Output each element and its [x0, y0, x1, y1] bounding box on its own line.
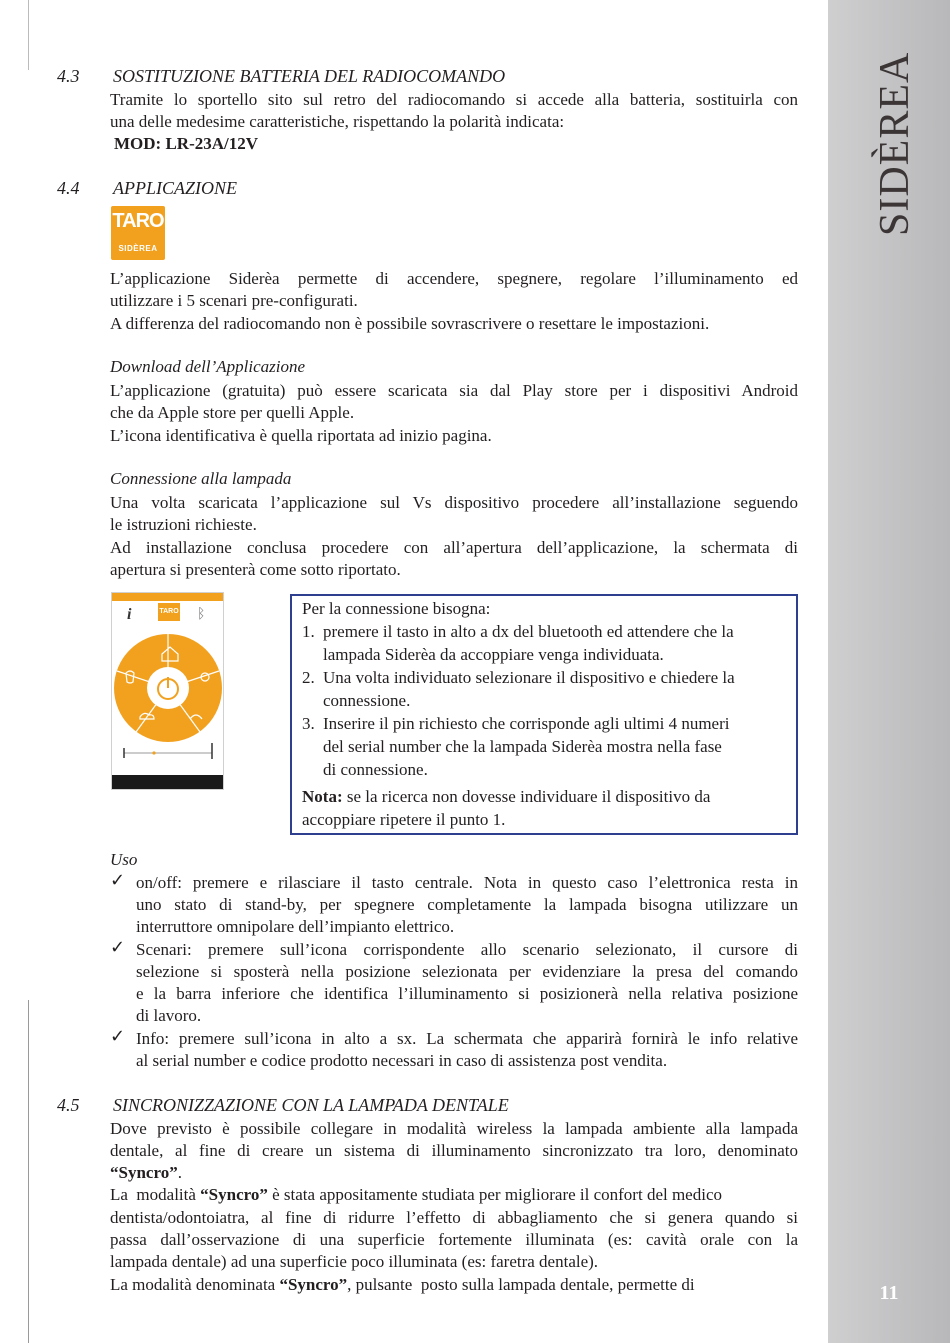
step-text: di connessione. [323, 760, 428, 779]
paragraph-line: Ad installazione conclusa procedere con all’apertura dell’applicazione, la schermata di [110, 538, 798, 557]
check-icon: ✓ [110, 870, 126, 891]
paragraph-line: dentista/odontoiatra, al fine di ridurre l’effetto di abbagliamento che si genera quando si [110, 1208, 798, 1227]
step-text: del serial number che la lampada Siderèa mostra nella fase [323, 737, 722, 756]
brand-vertical: SIDÈREA [872, 51, 918, 236]
paragraph-line [110, 1184, 798, 1207]
paragraph-line: utilizzare i 5 scenari pre-configurati. [110, 291, 358, 310]
check-icon: ✓ [110, 1026, 126, 1047]
paragraph-line: Dove previsto è possibile collegare in modalità wireless la lampada ambiente alla lampada [110, 1119, 798, 1138]
note-text: accoppiare ripetere il punto 1. [302, 810, 506, 829]
page-number: 11 [879, 1282, 899, 1304]
subheading-connection: Connessione alla lampada [110, 469, 292, 488]
slider-thumb [152, 751, 155, 754]
step-text: connessione. [323, 691, 411, 710]
nav-bar [112, 775, 223, 789]
section-number: 4.5 [57, 1095, 80, 1115]
section-title: SOSTITUZIONE BATTERIA DEL RADIOCOMANDO [113, 66, 506, 86]
bluetooth-icon: ᛒ [197, 606, 206, 622]
bullet-line: e la barra inferiore che identifica l’illuminamento si posizionerà nella relativa posizione [136, 984, 798, 1003]
paragraph-line: L’icona identificativa è quella riportata ad inizio pagina. [110, 426, 492, 445]
bullet-line: Scenari: premere sull’icona corrispondente allo scenario selezionato, il cursore di [136, 940, 798, 959]
margin-rule-bottom [28, 1000, 29, 1343]
margin-rule-top [28, 0, 29, 70]
paragraph-line: L’applicazione (gratuita) può essere scaricata sia dal Play store per i dispositivi Android [110, 381, 798, 400]
paragraph-line: Una volta scaricata l’applicazione sul Vs dispositivo procedere all’installazione seguendo [110, 493, 798, 512]
subheading-download: Download dell’Applicazione [110, 357, 306, 376]
paragraph-line: Tramite lo sportello sito sul retro del radiocomando si accede alla batteria, sostituirla con [110, 90, 798, 109]
note-text: se la ricerca non dovesse individuare il dispositivo da [342, 787, 711, 806]
section-title: SINCRONIZZAZIONE CON LA LAMPADA DENTALE [113, 1095, 509, 1115]
note-label: Nota: [302, 787, 343, 806]
paragraph-line: le istruzioni richieste. [110, 515, 257, 534]
paragraph-line: passa dall’osservazione di una superficie fortemente illuminata (es: cavità orale con la [110, 1230, 798, 1249]
paragraph-line: che da Apple store per quelli Apple. [110, 403, 355, 422]
bullet-line: Info: premere sull’icona in alto a sx. La schermata che apparirà fornirà le info relative [136, 1029, 798, 1048]
step-number: 2. [302, 668, 315, 687]
paragraph-line: lampada dentale) ad una superficie poco illuminata (es: faretra dentale). [110, 1252, 599, 1271]
text-run: è stata appositamente studiata per migliorare il confort del medico [267, 1185, 722, 1204]
info-icon: i [127, 606, 132, 623]
section-number: 4.4 [57, 178, 80, 198]
section-title: APPLICAZIONE [113, 178, 237, 198]
syncro-term: “Syncro” [279, 1275, 348, 1294]
bullet-line: uno stato di stand-by, per spegnere completamente la lampada bisogna utilizzare un [136, 895, 798, 914]
check-icon: ✓ [110, 937, 126, 958]
app-logo-small: TARO [158, 603, 180, 621]
syncro-term: “Syncro” [110, 1163, 178, 1182]
box-intro: Per la connessione bisogna: [302, 599, 491, 618]
sentence-end: . [177, 1163, 182, 1182]
note-line [302, 786, 710, 809]
paragraph-line: apertura si presenterà come sotto riportato. [110, 560, 401, 579]
paragraph-line: L’applicazione Siderèa permette di accendere, spegnere, regolare l’illuminamento ed [110, 269, 798, 288]
step-number: 1. [302, 622, 315, 641]
app-screenshot [111, 592, 224, 790]
bullet-line: al serial number e codice prodotto necessari in caso di assistenza post vendita. [136, 1051, 668, 1070]
step-text: Una volta individuato selezionare il dispositivo e chiedere la [323, 668, 735, 687]
step-text: Inserire il pin richiesto che corrisponde agli ultimi 4 numeri [323, 714, 730, 733]
paragraph-line: dentale, al fine di creare un sistema di illuminamento sincronizzato tra loro, denominato [110, 1141, 798, 1160]
paragraph-line [110, 1162, 182, 1185]
bullet-line: di lavoro. [136, 1006, 202, 1025]
control-wheel [112, 593, 223, 789]
step-number: 3. [302, 714, 315, 733]
step-text: lampada Siderèa da accoppiare venga individuata. [323, 645, 664, 664]
model-code: MOD: LR-23A/12V [114, 134, 259, 153]
syncro-term: “Syncro” [200, 1185, 268, 1204]
connection-steps-box [290, 594, 798, 835]
section-number: 4.3 [57, 66, 80, 86]
logo-text-siderea: SIDÈREA [118, 244, 158, 253]
text-run: La modalità [110, 1185, 201, 1204]
bullet-line: interruttore omnipolare dell’impianto elettrico. [136, 917, 455, 936]
bullet-line: selezione si sposterà nella posizione selezionata per evidenziare la presa del comando [136, 962, 798, 981]
app-logo [111, 206, 165, 260]
subheading-uso: Uso [110, 850, 138, 869]
text-run: , pulsante posto sulla lampada dentale, permette di [347, 1275, 695, 1294]
text-run: La modalità denominata [110, 1275, 280, 1294]
paragraph-line: A differenza del radiocomando non è possibile sovrascrivere o resettare le impostazioni. [110, 314, 710, 333]
paragraph-line [110, 1274, 695, 1297]
bullet-line: on/off: premere e rilasciare il tasto centrale. Nota in questo caso l’elettronica resta in [136, 873, 798, 892]
paragraph-line: una delle medesime caratteristiche, rispettando la polarità indicata: [110, 112, 565, 131]
logo-text-taro: TARO [112, 210, 164, 232]
step-text: premere il tasto in alto a dx del bluetooth ed attendere che la [323, 622, 734, 641]
